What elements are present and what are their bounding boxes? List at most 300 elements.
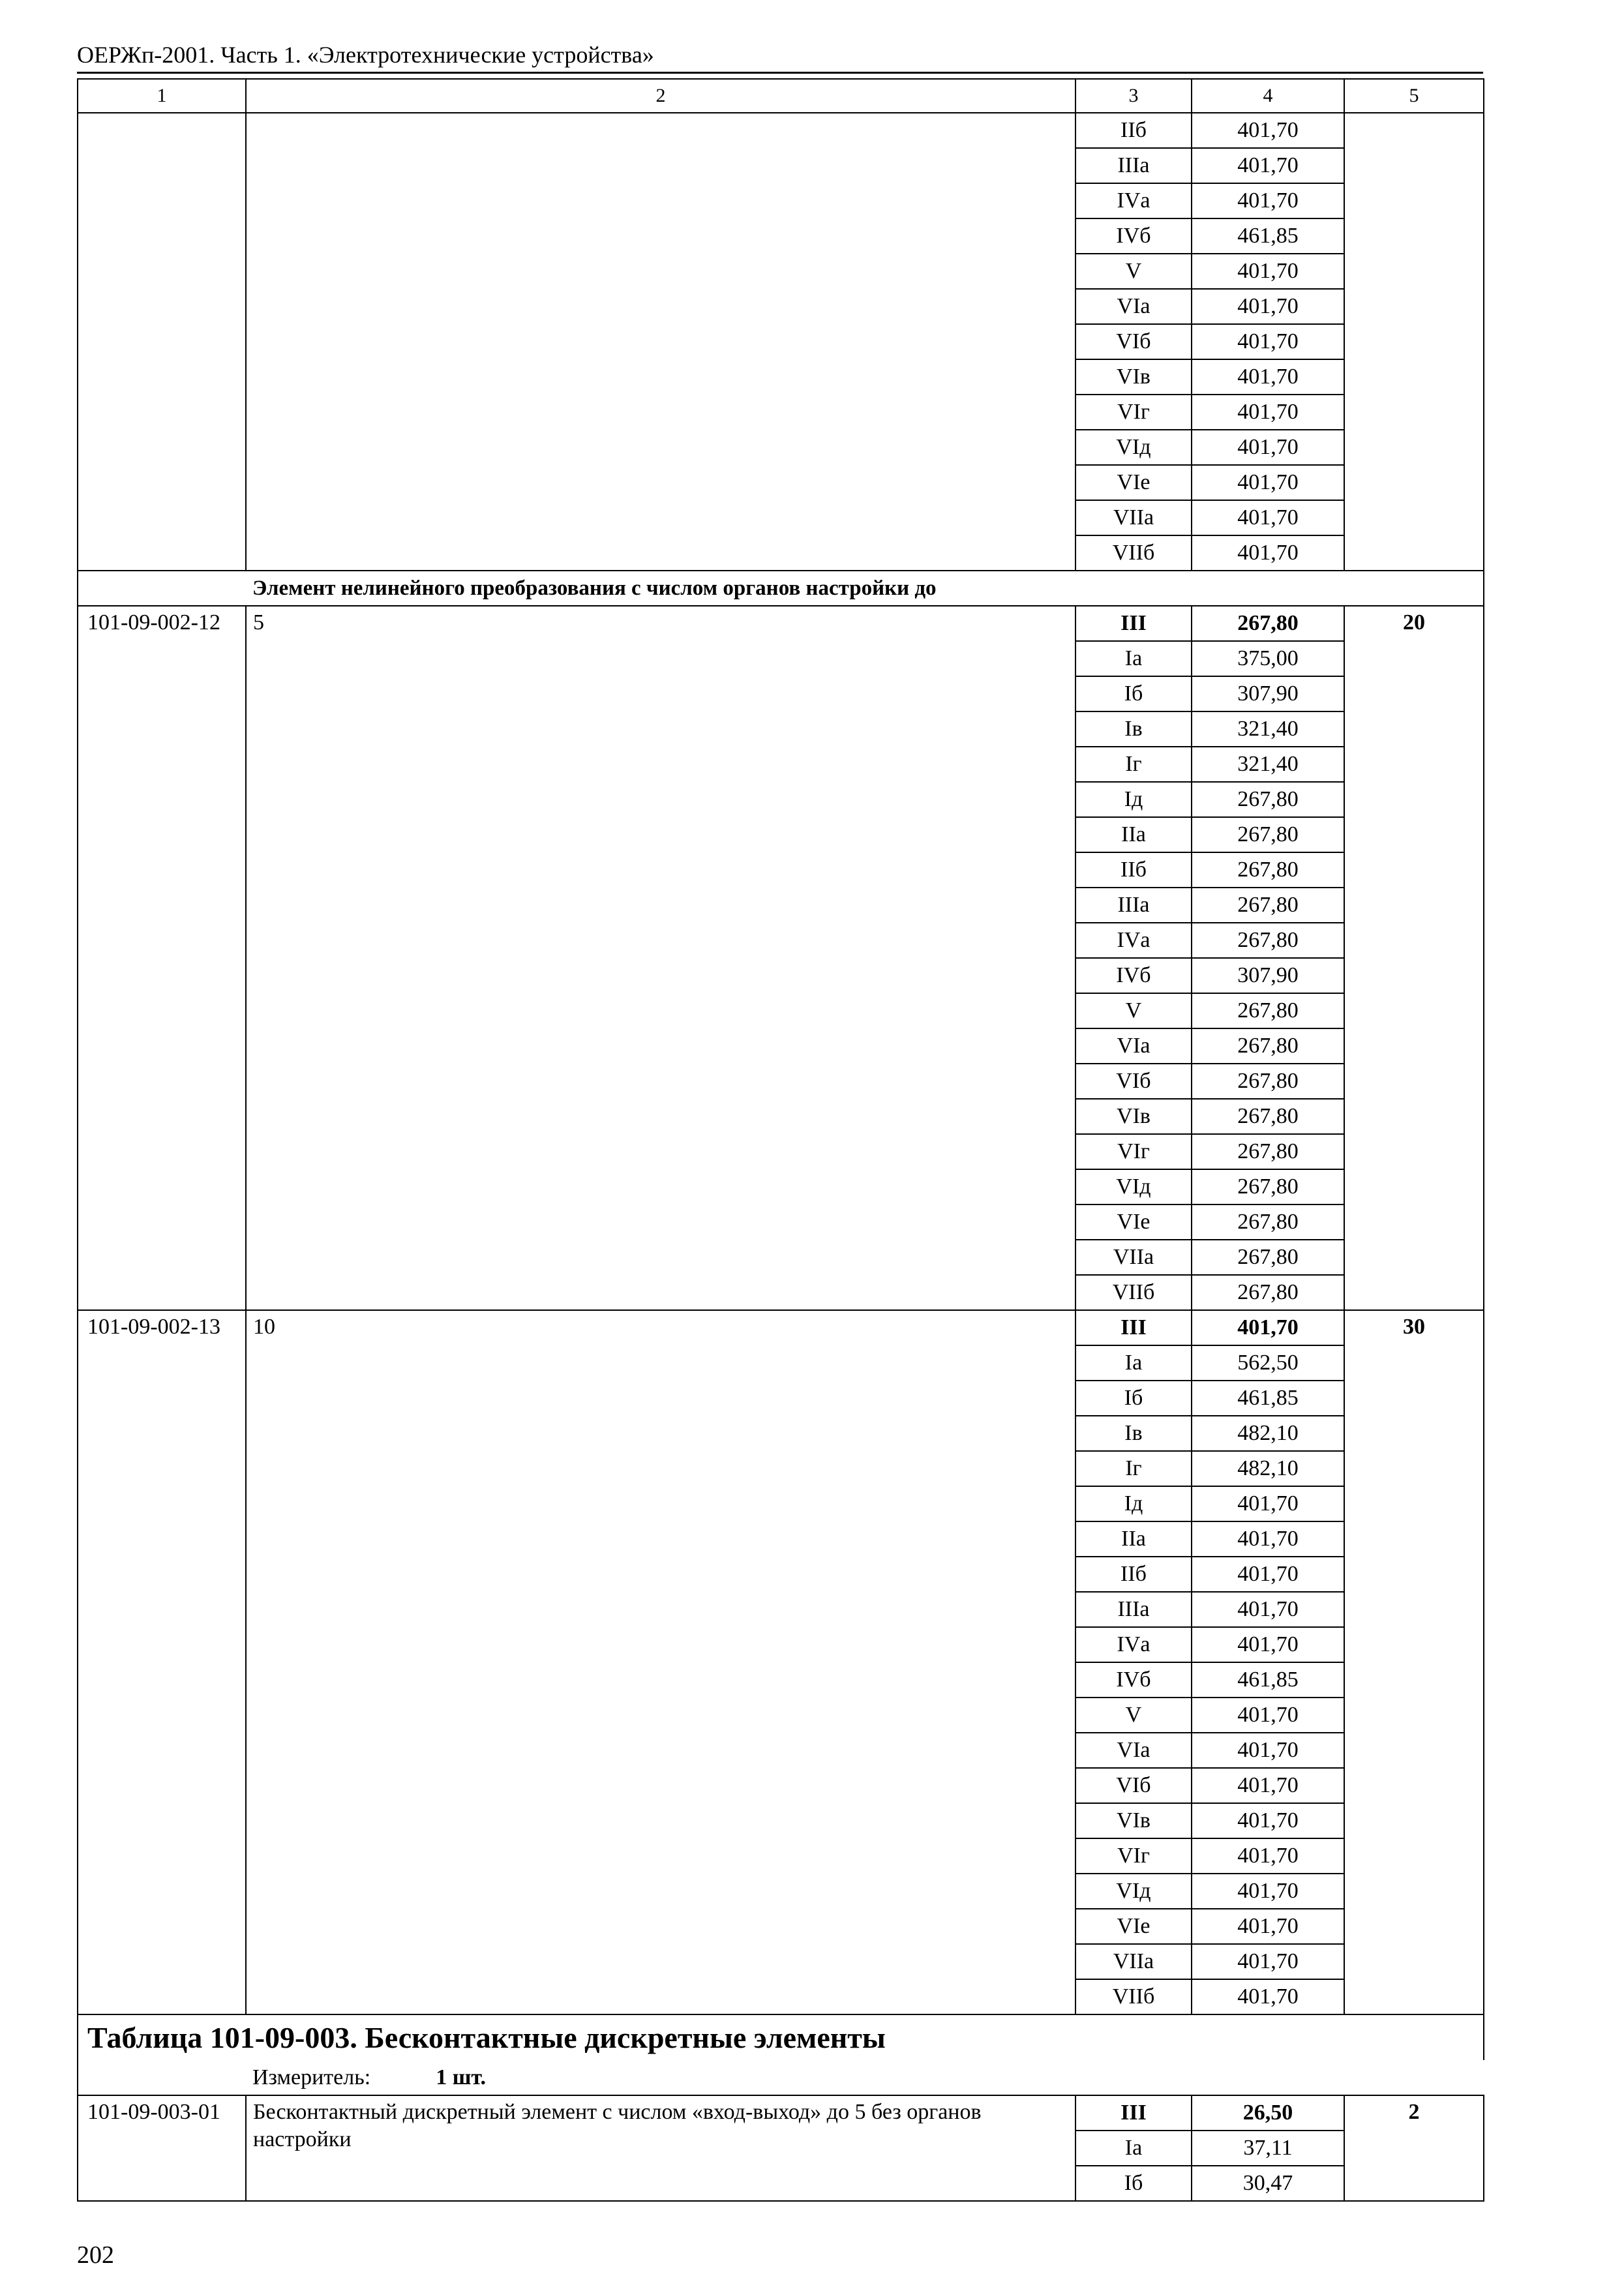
table-row <box>78 1240 1484 1275</box>
code-cell <box>78 1416 246 1451</box>
labor-cell <box>1344 1768 1484 1803</box>
price-table <box>77 78 1484 2202</box>
table-row <box>78 1557 1484 1592</box>
description-cell <box>246 148 1075 183</box>
group-heading-row <box>78 571 1484 606</box>
zone-cell: VIIб <box>1075 535 1192 571</box>
code-cell <box>78 1240 246 1275</box>
table-row <box>78 1451 1484 1486</box>
labor-cell <box>1344 430 1484 465</box>
zone-cell: IVа <box>1075 1627 1192 1662</box>
price-cell: 401,70 <box>1192 1557 1344 1592</box>
code-cell <box>78 711 246 747</box>
zone-cell: IIIа <box>1075 1592 1192 1627</box>
zone-cell: VIIа <box>1075 1944 1192 1979</box>
description-cell <box>246 324 1075 359</box>
labor-cell <box>1344 817 1484 852</box>
table-row <box>78 148 1484 183</box>
zone-cell: IIб <box>1075 1557 1192 1592</box>
table-row <box>78 1733 1484 1768</box>
price-cell: 401,70 <box>1192 1592 1344 1627</box>
labor-cell <box>1344 1662 1484 1698</box>
price-cell: 401,70 <box>1192 1874 1344 1909</box>
price-cell: 267,80 <box>1192 1204 1344 1240</box>
price-cell: 401,70 <box>1192 359 1344 395</box>
meter-row <box>78 2060 1484 2095</box>
zone-cell: VIд <box>1075 1169 1192 1204</box>
labor-cell <box>1344 1979 1484 2014</box>
description-cell <box>246 1416 1075 1451</box>
price-cell: 461,85 <box>1192 1381 1344 1416</box>
table-row <box>78 676 1484 711</box>
price-cell: 267,80 <box>1192 923 1344 958</box>
description-cell <box>246 465 1075 500</box>
table-row <box>78 1275 1484 1310</box>
table-row <box>78 218 1484 254</box>
code-cell <box>78 2131 246 2166</box>
description-cell <box>246 1381 1075 1416</box>
zone-cell: VIб <box>1075 324 1192 359</box>
price-cell: 37,11 <box>1192 2131 1344 2166</box>
code-cell: 101-09-003-01 <box>78 2095 246 2131</box>
labor-cell <box>1344 1381 1484 1416</box>
price-cell: 401,70 <box>1192 1803 1344 1838</box>
labor-cell <box>1344 1838 1484 1874</box>
zone-cell: Iд <box>1075 782 1192 817</box>
labor-cell <box>1344 747 1484 782</box>
zone-cell: VIб <box>1075 1768 1192 1803</box>
code-cell <box>78 2060 246 2095</box>
code-cell <box>78 359 246 395</box>
zone-cell: Iд <box>1075 1486 1192 1521</box>
code-cell <box>78 324 246 359</box>
table-row <box>78 888 1484 923</box>
table-row <box>78 1381 1484 1416</box>
description-cell <box>246 1064 1075 1099</box>
price-cell: 401,70 <box>1192 113 1344 148</box>
description-cell <box>246 1944 1075 1979</box>
zone-cell: Iб <box>1075 1381 1192 1416</box>
labor-cell <box>1344 1944 1484 1979</box>
column-number: 3 <box>1075 79 1192 113</box>
price-cell: 482,10 <box>1192 1451 1344 1486</box>
price-cell: 401,70 <box>1192 1768 1344 1803</box>
labor-cell <box>1344 324 1484 359</box>
code-cell <box>78 1486 246 1521</box>
zone-cell: Iа <box>1075 1345 1192 1381</box>
table-row <box>78 852 1484 888</box>
code-cell <box>78 430 246 465</box>
table-row <box>78 430 1484 465</box>
zone-cell: VIб <box>1075 1064 1192 1099</box>
code-cell <box>78 289 246 324</box>
code-cell <box>78 888 246 923</box>
labor-cell <box>1344 113 1484 148</box>
code-cell <box>78 641 246 676</box>
price-cell: 401,70 <box>1192 1310 1344 1345</box>
labor-cell <box>1344 641 1484 676</box>
description-cell <box>246 1979 1075 2014</box>
price-cell: 401,70 <box>1192 1627 1344 1662</box>
code-cell <box>78 500 246 535</box>
zone-cell: VIе <box>1075 1204 1192 1240</box>
description-cell <box>246 183 1075 218</box>
description-cell <box>246 1733 1075 1768</box>
zone-cell: VIIб <box>1075 1979 1192 2014</box>
price-cell: 267,80 <box>1192 852 1344 888</box>
description-cell <box>246 430 1075 465</box>
description-cell <box>246 1275 1075 1310</box>
zone-cell: VIIа <box>1075 500 1192 535</box>
zone-cell: VIг <box>1075 1134 1192 1169</box>
table-row <box>78 1874 1484 1909</box>
code-cell: 101-09-002-13 <box>78 1310 246 1345</box>
price-cell: 401,70 <box>1192 1944 1344 1979</box>
table-row <box>78 1064 1484 1099</box>
zone-cell: VIг <box>1075 395 1192 430</box>
zone-cell: VIв <box>1075 1803 1192 1838</box>
price-cell: 267,80 <box>1192 888 1344 923</box>
description-cell <box>246 254 1075 289</box>
code-cell <box>78 1381 246 1416</box>
code-cell <box>78 1874 246 1909</box>
table-row <box>78 1979 1484 2014</box>
description-cell <box>246 711 1075 747</box>
labor-cell <box>1344 1451 1484 1486</box>
description-cell <box>246 1627 1075 1662</box>
zone-cell: VIд <box>1075 1874 1192 1909</box>
zone-cell: IIIа <box>1075 148 1192 183</box>
labor-cell <box>1344 888 1484 923</box>
table-row <box>78 113 1484 148</box>
zone-cell: IIа <box>1075 1521 1192 1557</box>
code-cell <box>78 1451 246 1486</box>
labor-cell <box>1344 148 1484 183</box>
description-cell <box>246 395 1075 430</box>
table-row <box>78 711 1484 747</box>
code-cell <box>78 1698 246 1733</box>
table-row <box>78 1099 1484 1134</box>
page-number: 202 <box>77 2241 114 2269</box>
column-number: 2 <box>246 79 1075 113</box>
labor-cell: 30 <box>1344 1310 1484 1345</box>
column-number: 1 <box>78 79 246 113</box>
labor-cell <box>1344 1169 1484 1204</box>
price-cell: 482,10 <box>1192 1416 1344 1451</box>
description-cell: 5 <box>246 606 1075 641</box>
description-cell <box>246 1874 1075 1909</box>
price-cell: 401,70 <box>1192 1521 1344 1557</box>
code-cell <box>78 1909 246 1944</box>
code-cell <box>78 1838 246 1874</box>
code-cell <box>78 254 246 289</box>
price-cell: 401,70 <box>1192 1909 1344 1944</box>
labor-cell <box>1344 1064 1484 1099</box>
zone-cell: III <box>1075 2095 1192 2131</box>
code-cell <box>78 1733 246 1768</box>
price-cell: 267,80 <box>1192 1028 1344 1064</box>
labor-cell <box>1344 535 1484 571</box>
description-cell <box>246 1134 1075 1169</box>
description-cell <box>246 1099 1075 1134</box>
labor-cell <box>1344 852 1484 888</box>
zone-cell: VIа <box>1075 1733 1192 1768</box>
labor-cell <box>1344 395 1484 430</box>
price-cell: 267,80 <box>1192 1134 1344 1169</box>
zone-cell: IIб <box>1075 852 1192 888</box>
code-cell <box>78 218 246 254</box>
price-cell: 321,40 <box>1192 711 1344 747</box>
code-cell <box>78 1521 246 1557</box>
group-heading: Элемент нелинейного преобразования с числом органов настройки до <box>246 571 1484 606</box>
table-row <box>78 1134 1484 1169</box>
table-row <box>78 289 1484 324</box>
code-cell <box>78 571 246 606</box>
meter-label <box>246 2060 1484 2095</box>
table-row <box>78 359 1484 395</box>
code-cell <box>78 1169 246 1204</box>
zone-cell: VIа <box>1075 289 1192 324</box>
code-cell <box>78 1662 246 1698</box>
price-cell: 401,70 <box>1192 1486 1344 1521</box>
table-row <box>78 1698 1484 1733</box>
code-cell <box>78 113 246 148</box>
code-cell <box>78 1979 246 2014</box>
labor-cell <box>1344 711 1484 747</box>
zone-cell: III <box>1075 1310 1192 1345</box>
description-cell <box>246 1838 1075 1874</box>
table-row <box>78 641 1484 676</box>
header-rule <box>77 72 1483 74</box>
zone-cell: Iб <box>1075 2166 1192 2201</box>
table-row <box>78 535 1484 571</box>
table-title-row <box>78 2014 1484 2060</box>
code-cell <box>78 535 246 571</box>
table-row <box>78 183 1484 218</box>
code-cell <box>78 1204 246 1240</box>
description-cell <box>246 1028 1075 1064</box>
zone-cell: Iа <box>1075 2131 1192 2166</box>
description-cell: Бесконтактный дискретный элемент с числом «вход-выход» до 5 без органов настройки <box>246 2095 1075 2201</box>
code-cell <box>78 993 246 1028</box>
labor-cell <box>1344 1909 1484 1944</box>
zone-cell: Iг <box>1075 747 1192 782</box>
code-cell <box>78 1064 246 1099</box>
zone-cell: VIа <box>1075 1028 1192 1064</box>
description-cell <box>246 1803 1075 1838</box>
table-row <box>78 1204 1484 1240</box>
price-cell: 321,40 <box>1192 747 1344 782</box>
price-cell: 401,70 <box>1192 324 1344 359</box>
zone-cell: Iв <box>1075 711 1192 747</box>
labor-cell <box>1344 359 1484 395</box>
table-row <box>78 1521 1484 1557</box>
price-cell: 267,80 <box>1192 1240 1344 1275</box>
table-title: Таблица 101-09-003. Бесконтактные дискретные элементы <box>78 2014 1484 2060</box>
price-cell: 307,90 <box>1192 676 1344 711</box>
table-row <box>78 254 1484 289</box>
labor-cell <box>1344 923 1484 958</box>
code-cell <box>78 465 246 500</box>
table-row <box>78 1803 1484 1838</box>
table-row <box>78 1768 1484 1803</box>
zone-cell: IIа <box>1075 817 1192 852</box>
description-cell <box>246 1451 1075 1486</box>
labor-cell <box>1344 1099 1484 1134</box>
description-cell <box>246 1557 1075 1592</box>
code-cell <box>78 1345 246 1381</box>
price-cell: 267,80 <box>1192 782 1344 817</box>
labor-cell <box>1344 1416 1484 1451</box>
code-cell <box>78 852 246 888</box>
table-row <box>78 1944 1484 1979</box>
zone-cell: IVб <box>1075 1662 1192 1698</box>
price-cell: 267,80 <box>1192 1099 1344 1134</box>
table-row <box>78 500 1484 535</box>
description-cell <box>246 923 1075 958</box>
description-cell <box>246 535 1075 571</box>
code-cell <box>78 1803 246 1838</box>
description-cell <box>246 852 1075 888</box>
code-cell <box>78 395 246 430</box>
labor-cell <box>1344 1204 1484 1240</box>
price-cell: 401,70 <box>1192 148 1344 183</box>
labor-cell <box>1344 1733 1484 1768</box>
zone-cell: VIIб <box>1075 1275 1192 1310</box>
labor-cell <box>1344 1592 1484 1627</box>
zone-cell: V <box>1075 1698 1192 1733</box>
code-cell <box>78 958 246 993</box>
price-cell: 26,50 <box>1192 2095 1344 2131</box>
code-cell <box>78 676 246 711</box>
zone-cell: VIв <box>1075 359 1192 395</box>
zone-cell: IVб <box>1075 218 1192 254</box>
table-row <box>78 1345 1484 1381</box>
zone-cell: Iв <box>1075 1416 1192 1451</box>
table-row <box>78 782 1484 817</box>
labor-cell <box>1344 1345 1484 1381</box>
description-cell <box>246 1345 1075 1381</box>
description-cell <box>246 993 1075 1028</box>
table-row <box>78 1028 1484 1064</box>
price-cell: 401,70 <box>1192 500 1344 535</box>
price-cell: 307,90 <box>1192 958 1344 993</box>
description-cell <box>246 359 1075 395</box>
code-cell <box>78 148 246 183</box>
zone-cell: VIе <box>1075 465 1192 500</box>
zone-cell: IVа <box>1075 923 1192 958</box>
code-cell <box>78 183 246 218</box>
zone-cell: IVа <box>1075 183 1192 218</box>
code-cell <box>78 1275 246 1310</box>
table-row <box>78 1909 1484 1944</box>
labor-cell <box>1344 218 1484 254</box>
code-cell <box>78 2166 246 2201</box>
table-row <box>78 465 1484 500</box>
price-cell: 401,70 <box>1192 395 1344 430</box>
labor-cell <box>1344 1240 1484 1275</box>
zone-cell: IIб <box>1075 113 1192 148</box>
labor-cell <box>1344 465 1484 500</box>
labor-cell <box>1344 183 1484 218</box>
code-cell <box>78 923 246 958</box>
description-cell <box>246 500 1075 535</box>
price-cell: 401,70 <box>1192 430 1344 465</box>
price-cell: 267,80 <box>1192 1275 1344 1310</box>
table-row <box>78 993 1484 1028</box>
labor-cell <box>1344 993 1484 1028</box>
table-row <box>78 1486 1484 1521</box>
price-cell: 401,70 <box>1192 183 1344 218</box>
labor-cell <box>1344 1874 1484 1909</box>
table-row <box>78 324 1484 359</box>
table-row <box>78 1592 1484 1627</box>
description-cell <box>246 641 1075 676</box>
zone-cell: Iг <box>1075 1451 1192 1486</box>
column-number: 4 <box>1192 79 1344 113</box>
description-cell <box>246 676 1075 711</box>
description-cell: 10 <box>246 1310 1075 1345</box>
labor-cell <box>1344 500 1484 535</box>
price-cell: 375,00 <box>1192 641 1344 676</box>
table-row <box>78 2095 1484 2131</box>
running-header: ОЕРЖп-2001. Часть 1. «Электротехнические устройства» <box>77 42 654 68</box>
column-number-row <box>78 79 1484 113</box>
price-cell: 267,80 <box>1192 606 1344 641</box>
description-cell <box>246 113 1075 148</box>
description-cell <box>246 1592 1075 1627</box>
labor-cell <box>1344 1521 1484 1557</box>
code-cell <box>78 747 246 782</box>
zone-cell: Iб <box>1075 676 1192 711</box>
labor-cell <box>1344 676 1484 711</box>
price-cell: 267,80 <box>1192 1169 1344 1204</box>
labor-cell <box>1344 782 1484 817</box>
table-row <box>78 958 1484 993</box>
table-row <box>78 1662 1484 1698</box>
table-row <box>78 1310 1484 1345</box>
labor-cell <box>1344 2166 1484 2201</box>
labor-cell <box>1344 958 1484 993</box>
price-cell: 401,70 <box>1192 465 1344 500</box>
code-cell <box>78 817 246 852</box>
table-row <box>78 817 1484 852</box>
price-cell: 401,70 <box>1192 1979 1344 2014</box>
table-row <box>78 747 1484 782</box>
description-cell <box>246 1204 1075 1240</box>
description-cell <box>246 1698 1075 1733</box>
description-cell <box>246 888 1075 923</box>
code-cell <box>78 1768 246 1803</box>
description-cell <box>246 1169 1075 1204</box>
price-cell: 401,70 <box>1192 1698 1344 1733</box>
zone-cell: VIIа <box>1075 1240 1192 1275</box>
price-cell: 461,85 <box>1192 218 1344 254</box>
price-cell: 267,80 <box>1192 993 1344 1028</box>
zone-cell: VIе <box>1075 1909 1192 1944</box>
description-cell <box>246 1240 1075 1275</box>
description-cell <box>246 1521 1075 1557</box>
column-number: 5 <box>1344 79 1484 113</box>
table-row <box>78 1169 1484 1204</box>
labor-cell <box>1344 1627 1484 1662</box>
zone-cell: IIIа <box>1075 888 1192 923</box>
meter-value: 1 шт. <box>436 2065 487 2089</box>
zone-cell: III <box>1075 606 1192 641</box>
description-cell <box>246 1909 1075 1944</box>
description-cell <box>246 1662 1075 1698</box>
description-cell <box>246 958 1075 993</box>
